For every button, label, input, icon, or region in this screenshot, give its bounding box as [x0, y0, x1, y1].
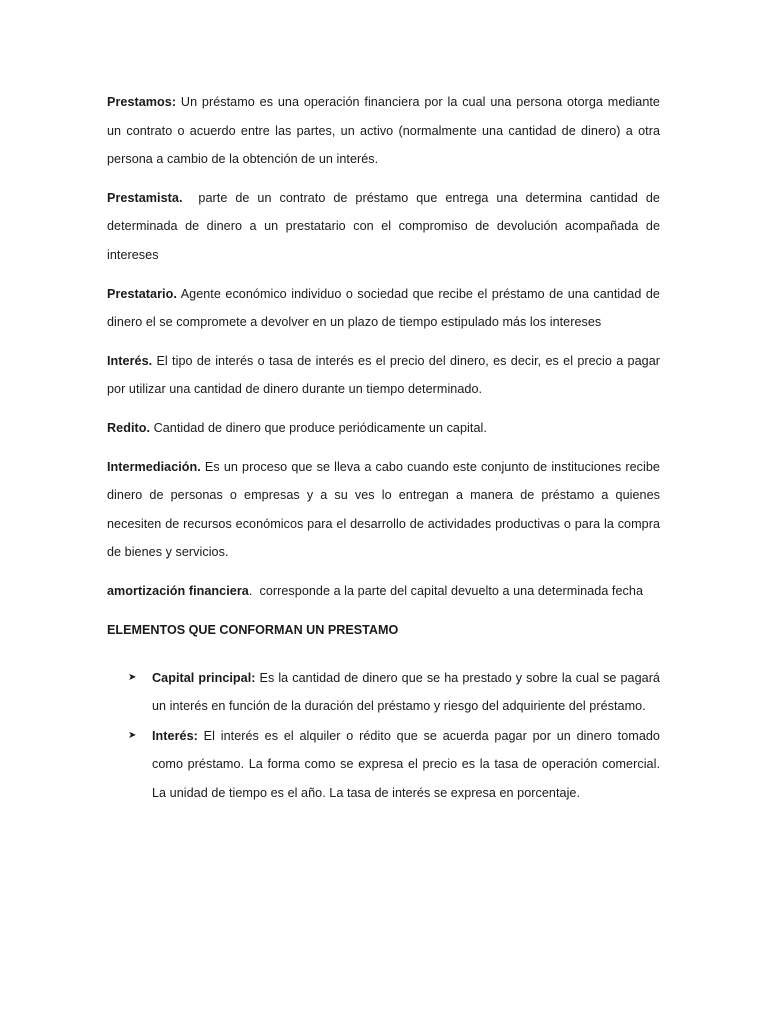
definition-text: Es un proceso que se lleva a cabo cuando este conjunto de instituciones recibe dinero de personas o empresas y a su ves lo entregan a manera de préstamo a quienes necesiten de recursos económicos para el desarrollo de actividades productivas o para la compra de bienes y servicios. [107, 459, 660, 560]
definition-term: Prestamista. [107, 190, 183, 205]
definition-intermediacion [107, 453, 660, 567]
element-text: Es la cantidad de dinero que se ha prestado y sobre la cual se pagará un interés en función de la duración del préstamo y riesgo del adquiriente del préstamo. [152, 670, 660, 714]
arrow-bullet-icon: ➤ [128, 671, 137, 683]
definition-term: Prestamos: [107, 95, 177, 109]
elements-list [107, 664, 660, 808]
definition-text: Agente económico individuo o sociedad que recibe el préstamo de una cantidad de dinero el se compromete a devolver en un plazo de tiempo estipulado más los intereses [107, 286, 660, 330]
definition-redito [107, 414, 660, 443]
list-item-interes [107, 722, 660, 808]
definition-term: Redito. [107, 420, 151, 435]
definition-prestamos [107, 88, 660, 174]
definition-text: Un préstamo es una operación financiera por la cual una persona otorga mediante un contrato o acuerdo entre las partes, un activo (normalmente una cantidad de dinero) a otra persona a cambio de la obtención de un interés. [107, 95, 660, 167]
definition-text: . corresponde a la parte del capital devuelto a una determinada fecha [248, 583, 643, 598]
definition-term: amortización financiera [107, 583, 249, 598]
definition-term: Prestatario. [107, 286, 177, 301]
definition-term: Interés. [107, 353, 153, 368]
definition-amortizacion [107, 577, 660, 606]
element-term: Capital principal: [152, 670, 256, 685]
list-item-capital-principal [107, 664, 660, 721]
definition-prestamista [107, 184, 664, 270]
definition-prestatario [107, 280, 660, 337]
definition-text: parte de un contrato de préstamo que entrega una determina cantidad de determinada de dinero a un prestatario con el compromiso de devolución acompañada de intereses [107, 190, 664, 262]
definition-term: Intermediación. [107, 459, 201, 474]
element-text: El interés es el alquiler o rédito que se acuerda pagar por un dinero tomado como préstamo. La forma como se expresa el precio es la tasa de operación comercial. La unidad de tiempo es el año. La tasa de interés se expresa en porcentaje. [152, 728, 660, 800]
definition-text: Cantidad de dinero que produce periódicamente un capital. [150, 420, 487, 435]
arrow-bullet-icon: ➤ [128, 729, 137, 741]
element-term: Interés: [152, 728, 198, 743]
section-heading: ELEMENTOS QUE CONFORMAN UN PRESTAMO [107, 622, 399, 637]
definition-interes [107, 347, 660, 404]
document-page [107, 88, 664, 808]
definition-text: El tipo de interés o tasa de interés es el precio del dinero, es decir, es el precio a pagar por utilizar una cantidad de dinero durante un tiempo determinado. [107, 353, 660, 397]
